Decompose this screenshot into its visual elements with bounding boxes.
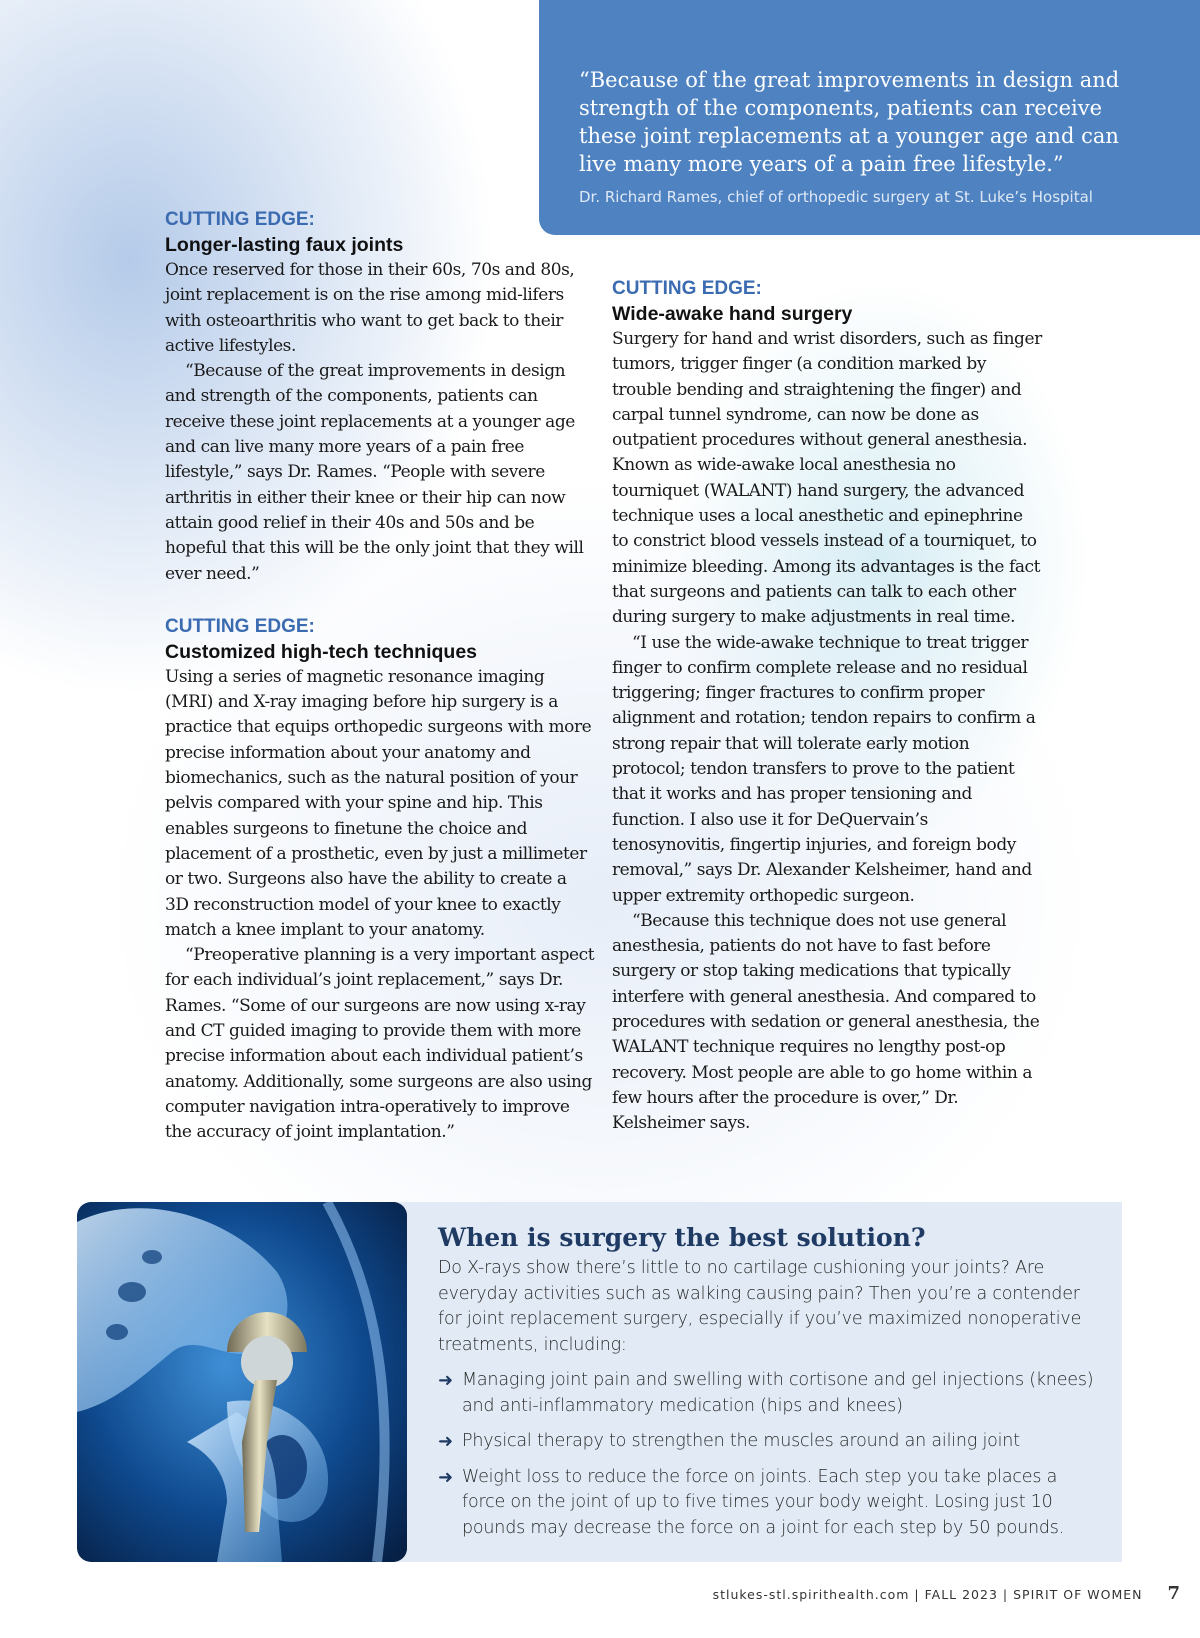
section-kicker: CUTTING EDGE: [165,615,315,637]
body-paragraph: “I use the wide-awake technique to treat trigger finger to confirm complete release and no residual triggering; finger fractures to confirm proper alignment and rotation; tendon repairs to confirm a strong repair that will tolerate early motion protocol; tendon transfers to prove to the patient that it works and has proper tensioning and function. I also use it for DeQuervain’s tenosynovitis, fingertip injuries, and foreign body removal,” says Dr. Alexander Kelsheimer, hand and upper extremity orthopedic surgeon. [612,632,1036,906]
section-heading: Wide-awake hand surgery [612,303,853,325]
section-heading: Longer-lasting faux joints [165,234,404,256]
arrow-right-icon: ➜ [438,1431,453,1452]
page-footer [620,1583,1180,1604]
pull-quote-text: “Because of the great improvements in design and strength of the components, patients can receive these joint replacements at a younger age and can live many more years of a pain free lifestyle.” [579,68,1120,176]
sidebar-content [438,1222,1103,1551]
hip-implant-xray-image [77,1202,407,1562]
list-item [438,1368,1103,1419]
body-paragraph: Using a series of magnetic resonance imaging (MRI) and X-ray imaging before hip surgery is a practice that equips orthopedic surgeons with more precise information about your anatomy and biomechanics, such as the natural position of your pelvis compared with your spine and hip. This enables surgeons to finetune the choice and placement of a prosthetic, even by just a millimeter or two. Surgeons also have the ability to create a 3D reconstruction model of your knee to exactly match a knee implant to your anatomy. [165,666,592,940]
footer-magazine: SPIRIT OF WOMEN [1013,1587,1143,1602]
footer-site-url: stlukes-stl.spirithealth.com [712,1587,910,1602]
body-paragraph: Surgery for hand and wrist disorders, such as finger tumors, trigger finger (a condition marked by trouble bending and straightening the finger) and carpal tunnel syndrome, can now be done as outpatient procedures without general anesthesia. Known as wide-awake local anesthesia no tourniquet (WALANT) hand surgery, the advanced technique uses a local anesthetic and epinephrine to constrict blood vessels instead of a tourniquet, to minimize bleeding. Among its advantages is the fact that surgeons and patients can talk to each other during surgery to make adjustments in real time. [612,329,1042,628]
right-column [612,277,1042,1137]
arrow-right-icon: ➜ [438,1370,453,1391]
list-item [438,1429,1103,1455]
page-number: 7 [1167,1583,1180,1604]
body-paragraph: “Preoperative planning is a very important aspect for each individual’s joint replacement,” says Dr. Rames. “Some of our surgeons are now using x-ray and CT guided imaging to provide them with more precise information about each individual patient’s anatomy. Additionally, some surgeons are also using computer navigation intra-operatively to improve the accuracy of joint implantation.” [165,945,595,1143]
arrow-right-icon: ➜ [438,1466,453,1488]
footer-separator: | [1002,1587,1009,1602]
section-kicker: CUTTING EDGE: [612,278,762,299]
sidebar-title: When is surgery the best solution? [438,1223,926,1252]
pull-quote-attribution: Dr. Richard Rames, chief of orthopedic surgery at St. Luke’s Hospital [579,188,1093,206]
bullet-text: Weight loss to reduce the force on joints. Each step you take places a force on the joint of up to five times your body weight. Losing just 10 pounds may decrease the force on a joint for each step by 50 pounds. [462,1466,1065,1538]
pull-quote-box [539,0,1200,235]
body-paragraph: “Because of the great improvements in design and strength of the components, patients can receive these joint replacements at a younger age and can live many more years of a pain free lifestyle,” says Dr. Rames. “People with severe arthritis in either their knee or their hip can now attain good relief in their 40s and 50s and be hopeful that this will be the only joint that they will ever need.” [165,361,584,584]
list-item [438,1465,1103,1542]
surgery-sidebar [77,1202,1122,1562]
sidebar-intro: Do X-rays show there’s little to no cartilage cushioning your joints? Are everyday activities such as walking causing pain? Then you’re a contender for joint replacement surgery, especially if you’ve maximized nonoperative treatments, including: [438,1258,1082,1355]
footer-separator: | [914,1587,920,1602]
bullet-text: Managing joint pain and swelling with cortisone and gel injections (knees) and anti-inflammatory medication (hips and knees) [462,1370,1094,1416]
body-paragraph: Once reserved for those in their 60s, 70s and 80s, joint replacement is on the rise among mid-lifers with osteoarthritis who want to get back to their active lifestyles. [165,260,575,356]
section-heading: Customized high-tech techniques [165,640,478,663]
left-column [165,208,595,1146]
bullet-text: Physical therapy to strengthen the muscles around an ailing joint [462,1431,1020,1451]
footer-issue: FALL 2023 [924,1587,998,1602]
section-kicker: CUTTING EDGE: [165,209,315,230]
body-paragraph: “Because this technique does not use general anesthesia, patients do not have to fast before surgery or stop taking medications that typically interfere with general anesthesia. And compared to procedures with sedation or general anesthesia, the WALANT technique requires no lengthy post-op recovery. Most people are able to go home within a few hours after the procedure is over,” Dr. Kelsheimer says. [612,910,1040,1134]
